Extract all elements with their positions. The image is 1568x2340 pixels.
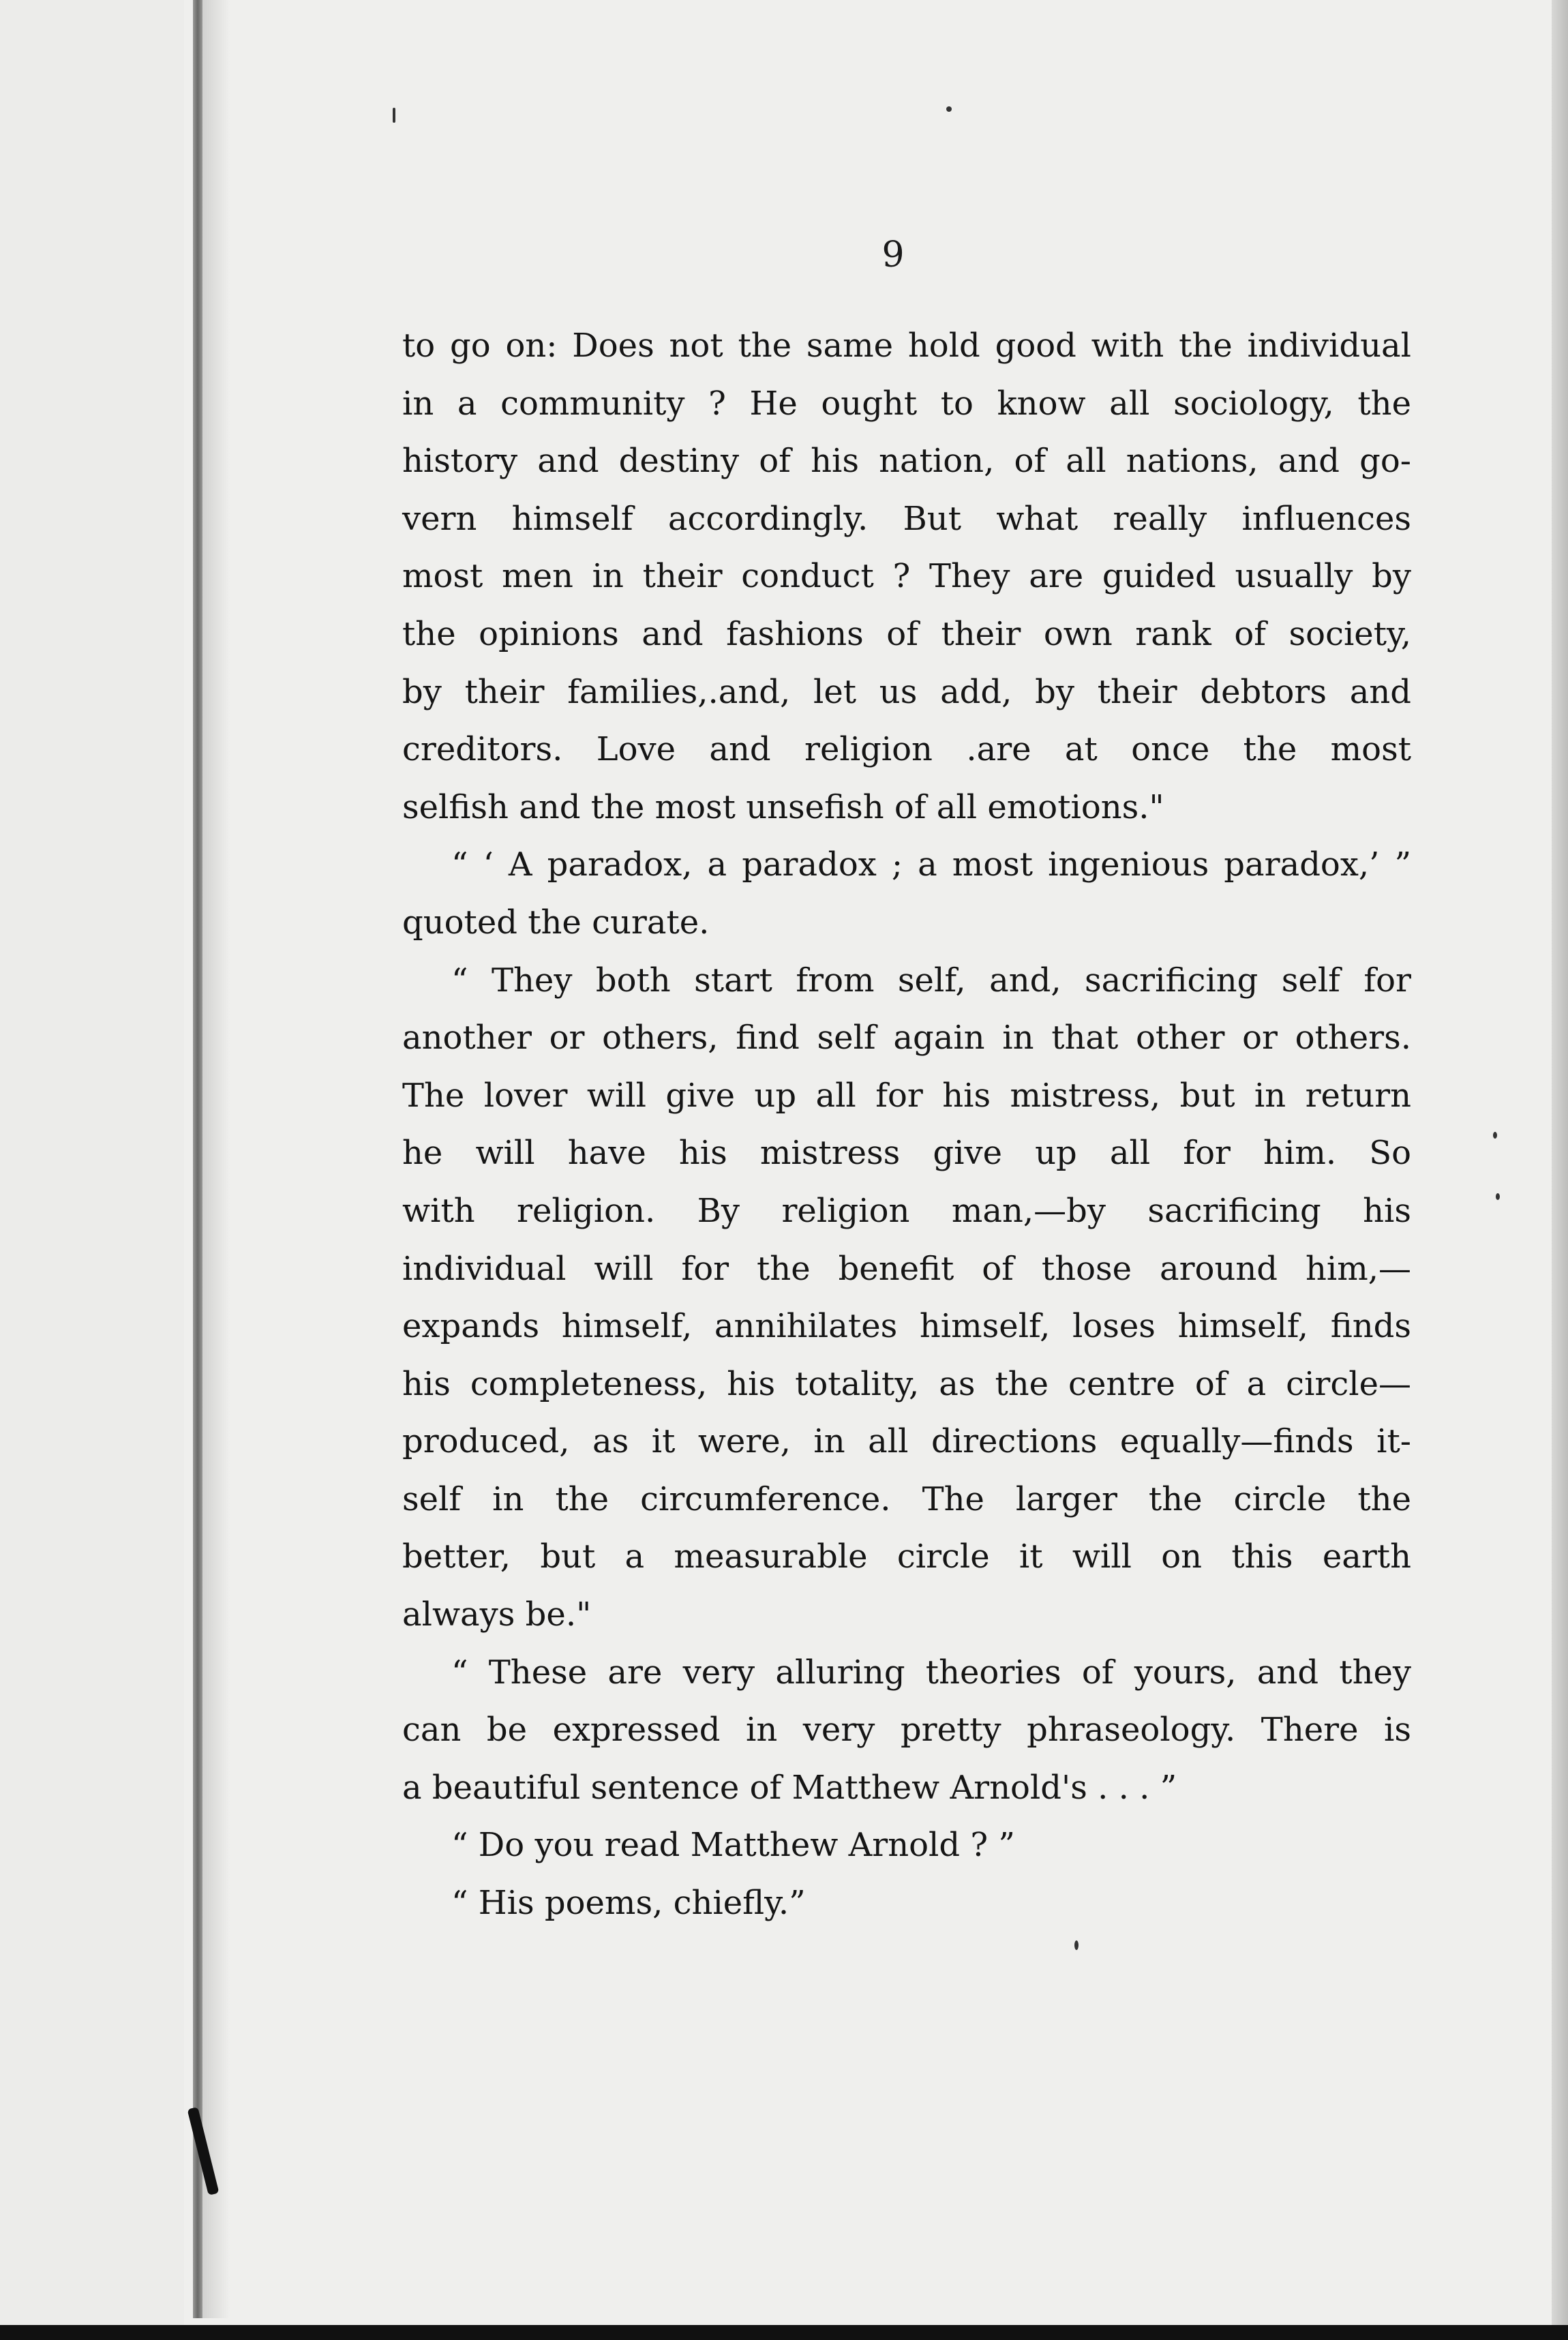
body-text bbox=[402, 317, 1411, 1932]
text-line: history and destiny of his nation, of all nations, and go- bbox=[402, 442, 1411, 481]
text-line: “ These are very alluring theories of yours, and they bbox=[451, 1653, 1411, 1692]
text-line: by their families,.and, let us add, by their debtors and bbox=[402, 672, 1411, 711]
text-line: “ They both start from self, and, sacrificing self for bbox=[451, 961, 1411, 1000]
text-line: in a community ? He ought to know all sociology, the bbox=[402, 384, 1411, 423]
text-line: he will have his mistress give up all for him. So bbox=[402, 1134, 1411, 1173]
text-line: most men in their conduct ? They are guided usually by bbox=[402, 557, 1411, 596]
ink-speck bbox=[1074, 1940, 1079, 1950]
gutter-shadow bbox=[202, 0, 230, 2318]
text-line: vern himself accordingly. But what really influences bbox=[402, 499, 1411, 538]
text-line: “ ‘ A paradox, a paradox ; a most ingenious paradox,’ ” bbox=[451, 845, 1411, 884]
page-edge bbox=[1552, 0, 1568, 2340]
text-line: “ His poems, chiefly.” bbox=[451, 1884, 806, 1923]
ink-speck bbox=[1496, 1193, 1500, 1200]
text-line: his completeness, his totality, as the centre of a circle— bbox=[402, 1364, 1411, 1403]
text-line: expands himself, annihilates himself, loses himself, finds bbox=[402, 1307, 1411, 1346]
text-line: self in the circumference. The larger the circle the bbox=[402, 1480, 1411, 1518]
page-number: 9 bbox=[881, 235, 905, 275]
text-line: “ Do you read Matthew Arnold ? ” bbox=[451, 1826, 1015, 1865]
ink-speck bbox=[1493, 1132, 1497, 1139]
text-line: another or others, find self again in that other or others. bbox=[402, 1019, 1411, 1058]
text-line: The lover will give up all for his mistress, but in return bbox=[402, 1076, 1411, 1115]
text-line: selfish and the most unsefish of all emotions." bbox=[402, 787, 1164, 826]
text-line: can be expressed in very pretty phraseology. There is bbox=[402, 1711, 1411, 1750]
text-line: the opinions and fashions of their own rank of society, bbox=[402, 614, 1411, 653]
text-line: with religion. By religion man,—by sacrificing his bbox=[402, 1191, 1411, 1230]
binding-margin bbox=[0, 0, 184, 2340]
ink-speck bbox=[946, 106, 952, 112]
text-line: a beautiful sentence of Matthew Arnold's . . . ” bbox=[402, 1768, 1177, 1807]
text-line: creditors. Love and religion .are at once the most bbox=[402, 730, 1411, 769]
text-line: produced, as it were, in all directions equally—finds it- bbox=[402, 1422, 1411, 1461]
text-line: to go on: Does not the same hold good with the individual bbox=[402, 327, 1411, 365]
text-line: individual will for the benefit of those around him,— bbox=[402, 1249, 1411, 1288]
text-line: quoted the curate. bbox=[402, 903, 710, 942]
text-line: always be." bbox=[402, 1595, 592, 1634]
gutter-line bbox=[193, 0, 202, 2318]
text-line: better, but a measurable circle it will on this earth bbox=[402, 1537, 1411, 1576]
scan-border bbox=[0, 2325, 1568, 2340]
ink-speck bbox=[393, 108, 395, 123]
